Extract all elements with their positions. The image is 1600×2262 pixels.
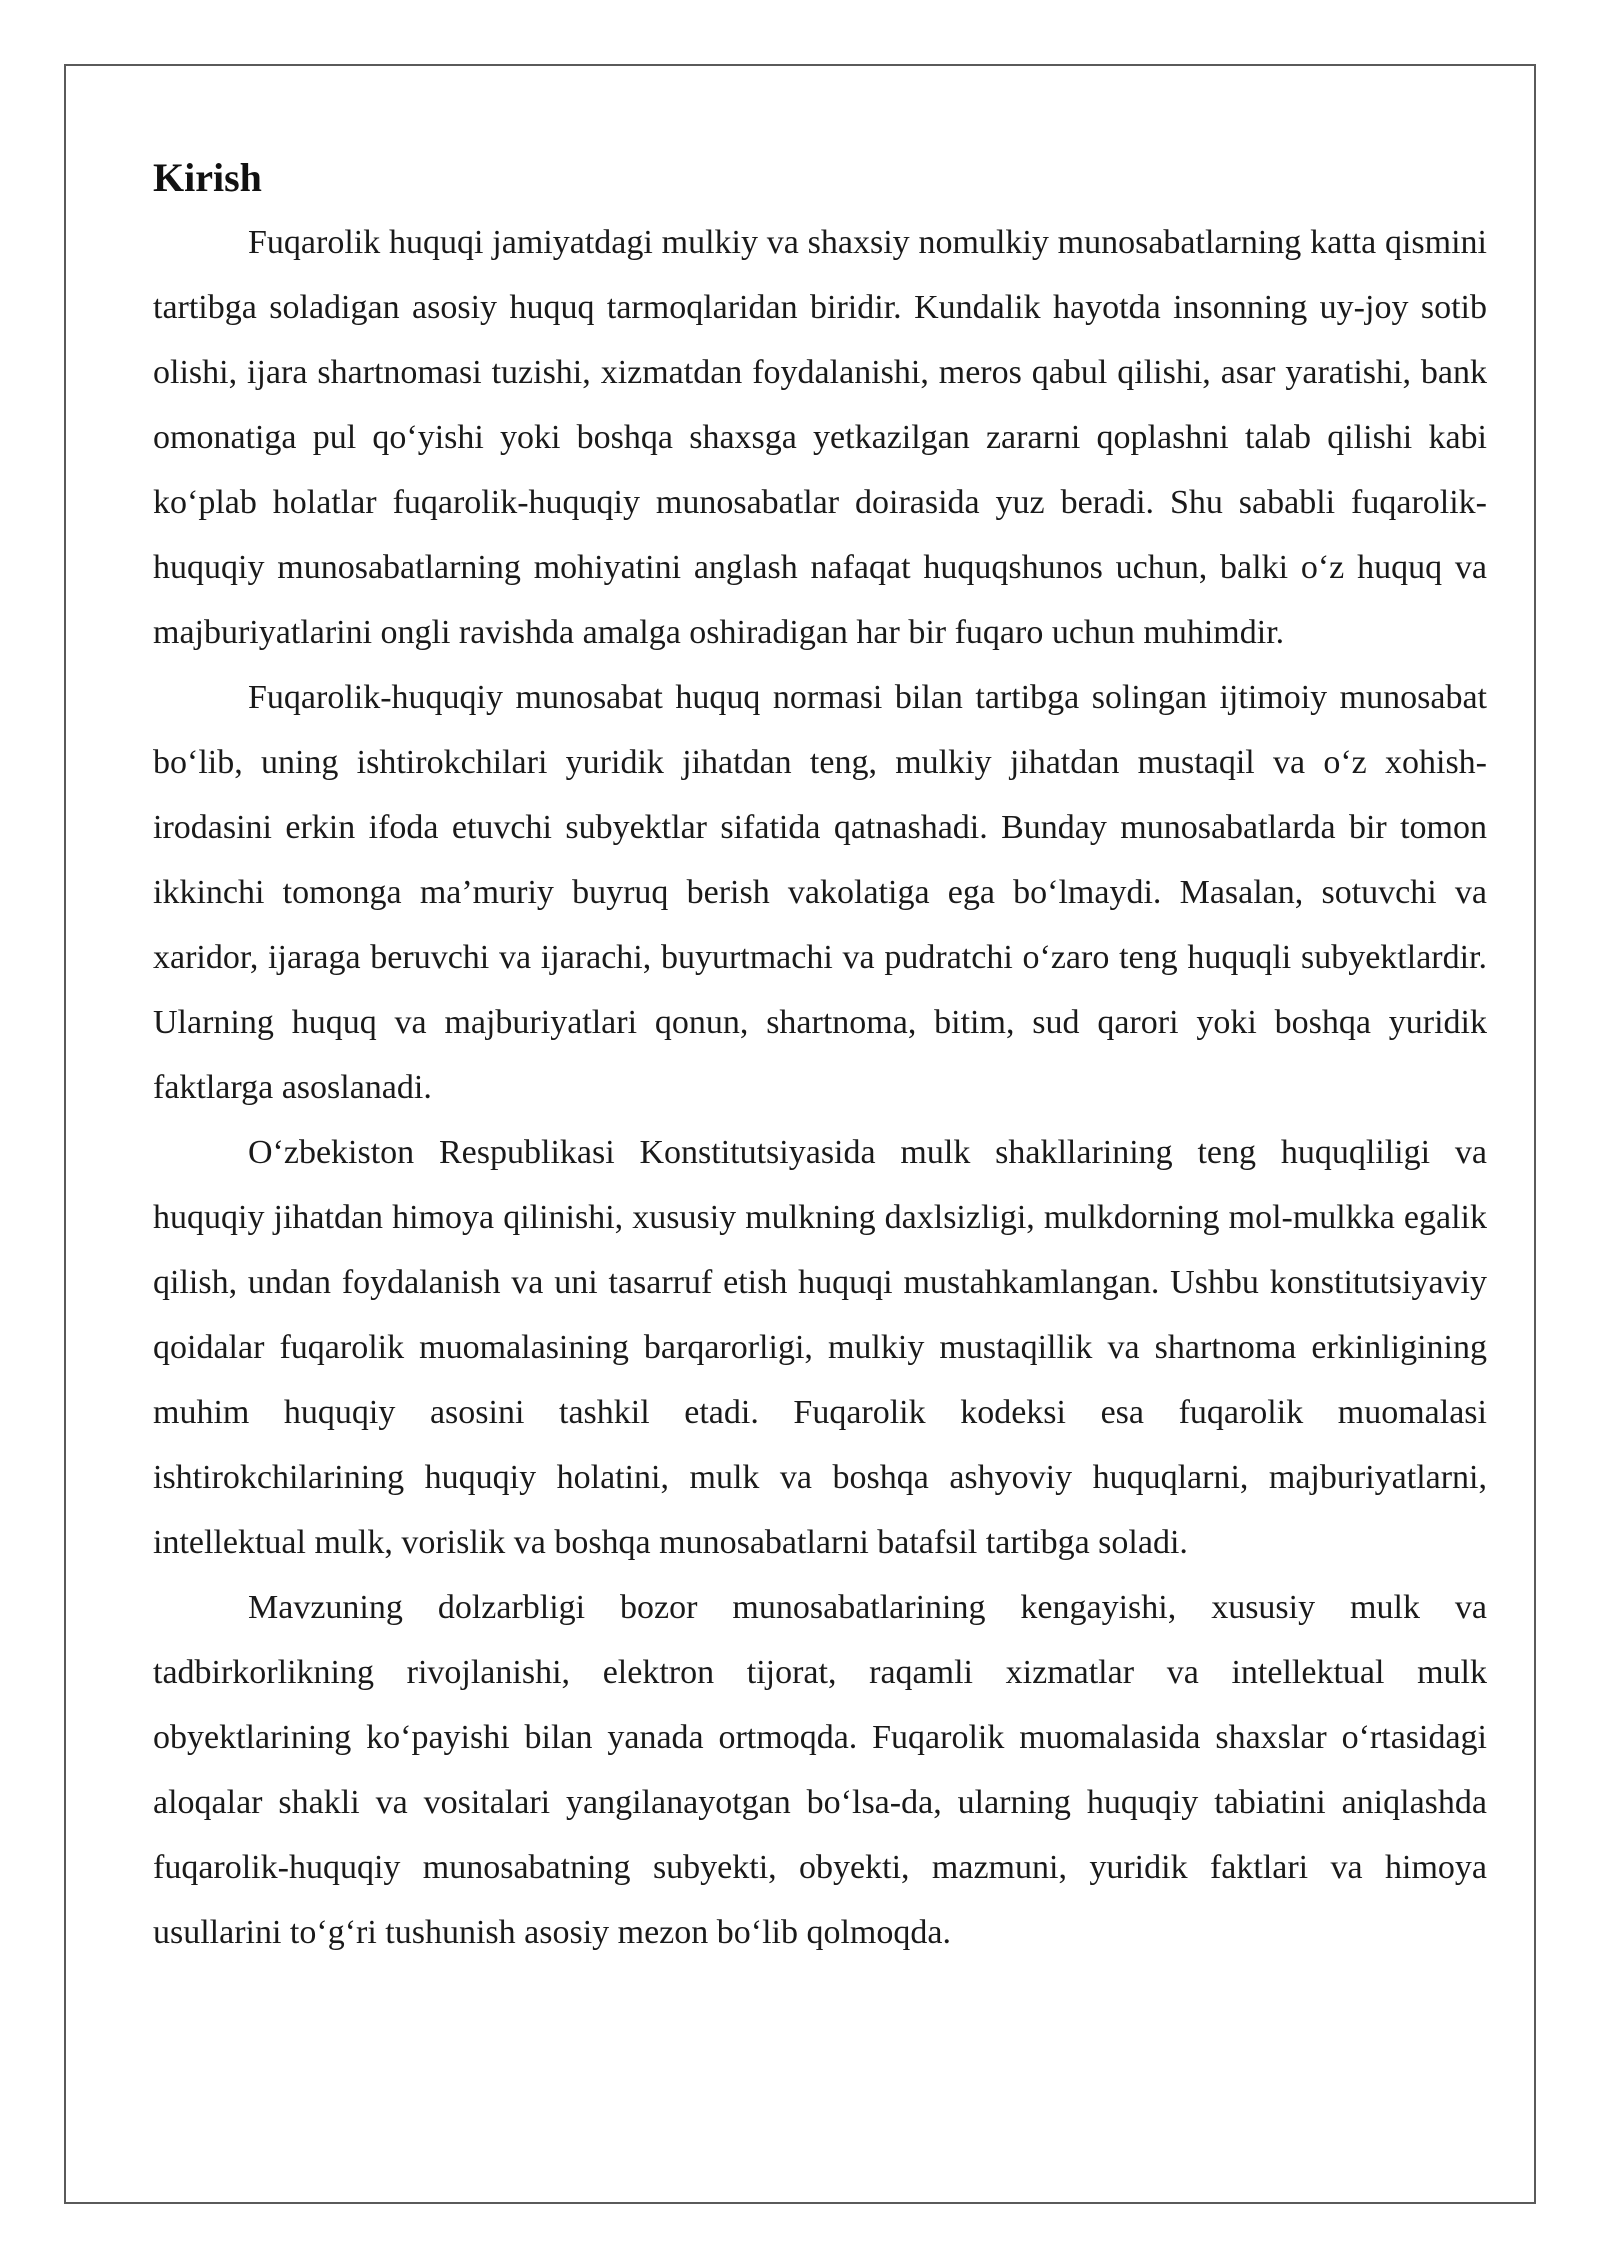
paragraph-1: Fuqarolik huquqi jamiyatdagi mulkiy va shaxsiy nomulkiy munosabatlarning katta qismini tartibga soladigan asosiy huquq tarmoqlaridan biridir. Kundalik hayotda insonning uy-joy sotib olishi, ijara shartnomasi tuzishi, xizmatdan foydalanishi, meros qabul qilishi, asar yaratishi, bank omonatiga pul qo‘yishi yoki boshqa shaxsga yetkazilgan zararni qoplashni talab qilishi kabi ko‘plab holatlar fuqarolik-huquqiy munosabatlar doirasida yuz beradi. Shu sababli fuqarolik-huquqiy munosabatlarning mohiyatini anglash nafaqat huquqshunos uchun, balki o‘z huquq va majburiyatlarini ongli ravishda amalga oshiradigan har bir fuqaro uchun muhimdir. bbox=[153, 224, 1487, 651]
paragraph-3: O‘zbekiston Respublikasi Konstitutsiyasida mulk shakllarining teng huquqliligi va huquqiy jihatdan himoya qilinishi, xususiy mulkning daxlsizligi, mulkdorning mol-mulkka egalik qilish, undan foydalanish va uni tasarruf etish huquqi mustahkamlangan. Ushbu konstitutsiyaviy qoidalar fuqarolik muomalasining barqarorligi, mulkiy mustaqillik va shartnoma erkinligining muhim huquqiy asosini tashkil etadi. Fuqarolik kodeksi esa fuqarolik muomalasi ishtirokchilarining huquqiy holatini, mulk va boshqa ashyoviy huquqlarni, majburiyatlarni, intellektual mulk, vorislik va boshqa munosabatlarni batafsil tartibga soladi. bbox=[153, 1134, 1487, 1561]
paragraph-4: Mavzuning dolzarbligi bozor munosabatlarining kengayishi, xususiy mulk va tadbirkorlikning rivojlanishi, elektron tijorat, raqamli xizmatlar va intellektual mulk obyektlarining ko‘payishi bilan yanada ortmoqda. Fuqarolik muomalasida shaxslar o‘rtasidagi aloqalar shakli va vositalari yangilanayotgan bo‘lsa-da, ularning huquqiy tabiatini aniqlashda fuqarolik-huquqiy munosabatning subyekti, obyekti, mazmuni, yuridik faktlari va himoya usullarini to‘g‘ri tushunish asosiy mezon bo‘lib qolmoqda. bbox=[153, 1589, 1487, 1951]
document-body bbox=[153, 148, 1487, 1965]
paragraph-2: Fuqarolik-huquqiy munosabat huquq normasi bilan tartibga solingan ijtimoiy munosabat bo‘lib, uning ishtirokchilari yuridik jihatdan teng, mulkiy jihatdan mustaqil va o‘z xohish-irodasini erkin ifoda etuvchi subyektlar sifatida qatnashadi. Bunday munosabatlarda bir tomon ikkinchi tomonga ma’muriy buyruq berish vakolatiga ega bo‘lmaydi. Masalan, sotuvchi va xaridor, ijaraga beruvchi va ijarachi, buyurtmachi va pudratchi o‘zaro teng huquqli subyektlardir. Ularning huquq va majburiyatlari qonun, shartnoma, bitim, sud qarori yoki boshqa yuridik faktlarga asoslanadi. bbox=[153, 679, 1487, 1106]
section-heading: Kirish bbox=[153, 155, 262, 200]
